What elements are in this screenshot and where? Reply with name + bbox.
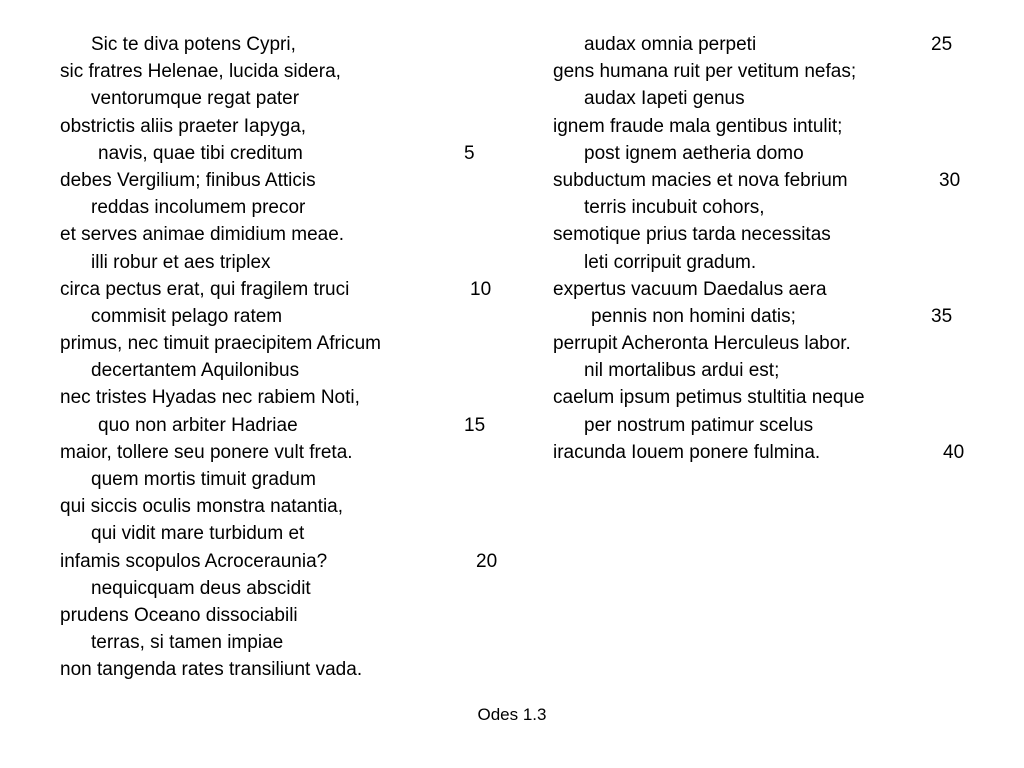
verse-text: quem mortis timuit gradum <box>91 469 316 490</box>
verse-text: sic fratres Helenae, lucida sidera, <box>60 61 341 83</box>
verse-text: nequicquam deus abscidit <box>91 577 311 599</box>
verse-text: post ignem aetheria domo <box>584 142 804 164</box>
verse-line <box>60 85 530 112</box>
verse-line <box>553 140 993 167</box>
verse-line <box>553 31 993 58</box>
verse-line <box>60 412 530 439</box>
verse-line <box>60 303 530 330</box>
verse-line <box>60 31 530 58</box>
verse-line <box>60 548 530 575</box>
verse-line <box>553 249 993 276</box>
verse-text: perrupit Acheronta Herculeus labor. <box>553 333 851 355</box>
verse-text: pennis non homini datis; <box>591 305 796 327</box>
verse-line <box>60 221 530 248</box>
verse-line <box>553 194 993 221</box>
verse-line <box>553 412 993 439</box>
poem-left-column <box>60 31 530 684</box>
verse-line <box>553 276 993 303</box>
verse-text: subductum macies et nova febrium <box>553 169 848 191</box>
verse-text: prudens Oceano dissociabili <box>60 604 298 626</box>
verse-text: ignem fraude mala gentibus intulit; <box>553 115 843 137</box>
verse-line <box>60 629 530 656</box>
verse-line <box>60 249 530 276</box>
verse-line <box>553 58 993 85</box>
line-number: 10 <box>470 278 492 300</box>
verse-text: maior, tollere seu ponere vult freta. <box>60 441 353 463</box>
verse-line <box>553 113 993 140</box>
verse-line <box>60 113 530 140</box>
poem-caption: Odes 1.3 <box>477 705 547 724</box>
verse-text: audax omnia perpeti <box>584 34 757 55</box>
line-number: 25 <box>931 34 953 55</box>
verse-text: terris incubuit cohors, <box>584 197 765 219</box>
poem-right-column <box>553 31 993 466</box>
verse-text: quo non arbiter Hadriae <box>98 414 298 436</box>
verse-line <box>60 575 530 602</box>
verse-line <box>553 357 993 384</box>
verse-line <box>60 602 530 629</box>
verse-line <box>60 439 530 466</box>
verse-text: illi robur et aes triplex <box>91 251 271 273</box>
verse-text: et serves animae dimidium meae. <box>60 224 345 246</box>
verse-text: Sic te diva potens Cypri, <box>91 34 296 55</box>
verse-text: iracunda Iouem ponere fulmina. <box>553 441 821 463</box>
verse-line <box>60 493 530 520</box>
verse-line <box>60 520 530 547</box>
verse-text: circa pectus erat, qui fragilem truci <box>60 278 350 300</box>
verse-text: non tangenda rates transiliunt vada. <box>60 659 363 681</box>
verse-text: qui vidit mare turbidum et <box>91 523 305 545</box>
verse-line <box>553 221 993 248</box>
verse-line <box>553 85 993 112</box>
line-number: 40 <box>943 441 965 463</box>
verse-text: gens humana ruit per vetitum nefas; <box>553 61 857 83</box>
verse-line <box>60 194 530 221</box>
line-number: 35 <box>931 305 953 327</box>
verse-line <box>60 167 530 194</box>
line-number: 30 <box>939 169 961 191</box>
line-number: 15 <box>464 414 486 436</box>
verse-line <box>60 357 530 384</box>
verse-text: debes Vergilium; finibus Atticis <box>60 169 316 191</box>
verse-text: per nostrum patimur scelus <box>584 414 814 436</box>
verse-line <box>60 466 530 493</box>
verse-line <box>60 276 530 303</box>
verse-text: expertus vacuum Daedalus aera <box>553 278 827 300</box>
verse-text: caelum ipsum petimus stultitia neque <box>553 387 865 409</box>
verse-text: primus, nec timuit praecipitem Africum <box>60 333 381 355</box>
verse-text: navis, quae tibi creditum <box>98 142 303 164</box>
verse-text: obstrictis aliis praeter Iapyga, <box>60 115 307 137</box>
verse-line <box>60 384 530 411</box>
verse-line <box>60 656 530 683</box>
verse-text: nil mortalibus ardui est; <box>584 360 780 382</box>
verse-text: commisit pelago ratem <box>91 305 283 327</box>
verse-line <box>553 384 993 411</box>
verse-line <box>60 58 530 85</box>
verse-text: ventorumque regat pater <box>91 88 300 110</box>
verse-line <box>553 330 993 357</box>
verse-line <box>60 330 530 357</box>
verse-text: leti corripuit gradum. <box>584 251 757 273</box>
verse-text: qui siccis oculis monstra natantia, <box>60 496 344 518</box>
verse-text: decertantem Aquilonibus <box>91 360 300 382</box>
verse-text: semotique prius tarda necessitas <box>553 224 831 246</box>
verse-line <box>60 140 530 167</box>
line-number: 5 <box>464 142 475 164</box>
verse-text: nec tristes Hyadas nec rabiem Noti, <box>60 387 360 409</box>
verse-text: reddas incolumem precor <box>91 197 306 219</box>
verse-text: terras, si tamen impiae <box>91 632 284 654</box>
verse-line <box>553 303 993 330</box>
verse-line <box>553 167 993 194</box>
verse-line <box>553 439 993 466</box>
verse-text: infamis scopulos Acroceraunia? <box>60 550 328 572</box>
line-number: 20 <box>476 550 498 572</box>
verse-text: audax Iapeti genus <box>584 88 745 110</box>
